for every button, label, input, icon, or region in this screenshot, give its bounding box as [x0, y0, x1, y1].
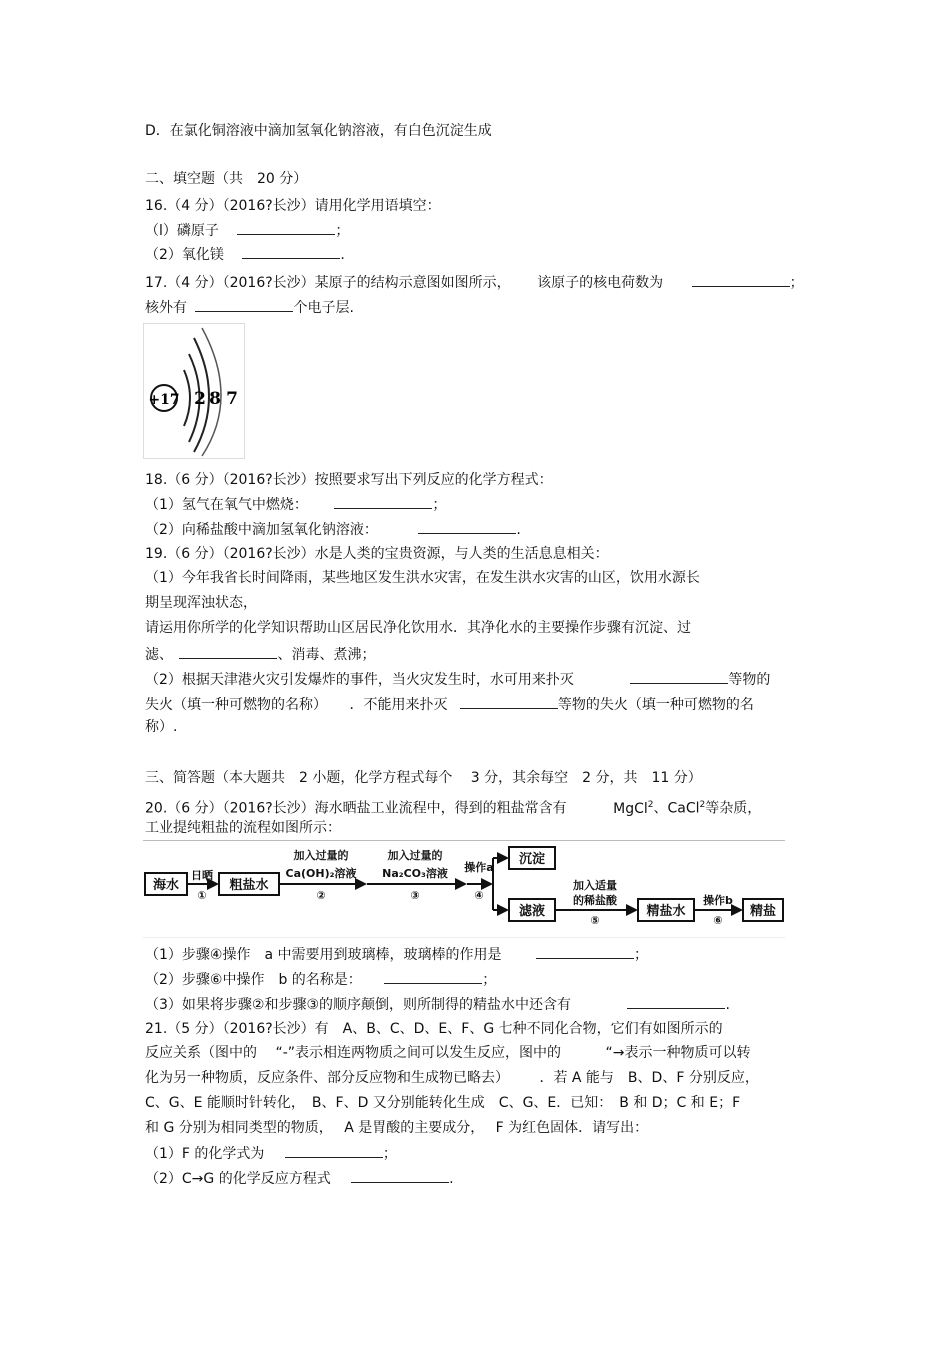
formula: MgCl [613, 800, 648, 817]
question-16-part-1 [145, 220, 349, 240]
section-2-heading: 二、填空题（共 20 分） [145, 171, 308, 187]
flow-box-precipitate: 沉淀 [518, 852, 546, 867]
formula: 、CaCl [653, 800, 700, 817]
flow-label-hcl-b: 的稀盐酸 [573, 894, 617, 907]
question-19-part-1-cont3 [145, 644, 375, 664]
flow-step-4: ④ [474, 889, 484, 902]
label: （3）如果将步骤②和步骤③的顺序颠倒，则所制得的精盐水中还含有 [145, 997, 572, 1013]
question-text: 等杂质， [705, 800, 762, 817]
question-19: 19.（6 分）（2016?长沙）水是人类的宝贵资源，与人类的生活息息相关： [145, 546, 609, 562]
punct: ； [482, 972, 497, 988]
flow-box-refined-salt: 精盐 [749, 904, 777, 919]
shell-2-count: 8 [209, 389, 221, 409]
question-20-part-1 [145, 944, 648, 964]
label: 滤、 [145, 647, 173, 663]
answer-blank[interactable] [334, 494, 432, 509]
question-18-part-1 [145, 494, 446, 514]
question-text: 20.（6 分）（2016?长沙）海水晒盐工业流程中，得到的粗盐常含有 [145, 800, 567, 817]
question-19-part-1-cont2: 请运用你所学的化学知识帮助山区居民净化饮用水．其净化水的主要操作步骤有沉淀、过 [145, 620, 691, 636]
label: （1）氢气在氧气中燃烧： [145, 497, 308, 513]
flow-step-2: ② [316, 889, 326, 902]
question-21: 21.（5 分）（2016?长沙）有 A、B、C、D、E、F、G 七种不同化合物，它们有如图所示的 [145, 1021, 723, 1037]
question-text: 17.（4 分）（2016?长沙）某原子的结构示意图如图所示， [145, 275, 511, 291]
flow-label-op-b: 操作b [703, 894, 733, 907]
question-19-part-1: （1）今年我省长时间降雨，某些地区发生洪水灾害，在发生洪水灾害的山区，饮用水源长 [145, 570, 700, 586]
flow-box-filtrate: 滤液 [518, 904, 546, 919]
option-d: D．在氯化铜溶液中滴加氢氧化钠溶液，有白色沉淀生成 [145, 123, 492, 139]
question-text: 该原子的核电荷数为 [537, 275, 664, 291]
section-3-heading: 三、简答题（本大题共 2 小题，化学方程式每个 3 分，其余每空 2 分，共 11 分） [145, 770, 702, 786]
question-text: 个电子层. [293, 300, 354, 316]
question-20 [145, 796, 761, 818]
punct: ； [789, 275, 804, 291]
shell-3-count: 7 [226, 389, 238, 409]
label: （2）C→G 的化学反应方程式 [145, 1171, 331, 1187]
salt-purification-flowchart [143, 840, 785, 938]
answer-blank[interactable] [630, 669, 728, 684]
label: （1）步骤④操作 a 中需要用到玻璃棒，玻璃棒的作用是 [145, 947, 502, 963]
question-19-part-1-cont: 期呈现浑浊状态， [145, 595, 257, 611]
answer-blank[interactable] [460, 694, 558, 709]
question-18-part-2 [145, 519, 521, 539]
answer-blank[interactable] [418, 519, 516, 534]
question-21-line-3 [145, 1069, 759, 1087]
question-20-line-2: 工业提纯粗盐的流程如图所示： [145, 820, 341, 836]
question-text: “→表示一种物质可以转 [605, 1045, 751, 1061]
flow-label-caoh-a: 加入过量的 [293, 849, 349, 862]
answer-blank[interactable] [351, 1168, 449, 1183]
label: （l）磷原子 [145, 223, 219, 239]
flow-label-op-a: 操作a [464, 861, 494, 874]
flow-label-na2co3-b: Na₂CO₃溶液 [382, 867, 448, 880]
answer-blank[interactable] [242, 244, 340, 259]
question-19-part-2 [145, 669, 770, 689]
flow-step-1: ① [197, 889, 207, 902]
label: 等物的失火（填一种可燃物的名 [557, 697, 754, 713]
question-18: 18.（6 分）（2016?长沙）按照要求写出下列反应的化学方程式： [145, 472, 553, 488]
question-20-part-2 [145, 969, 496, 989]
label: （2）向稀盐酸中滴加氢氧化钠溶液： [145, 522, 378, 538]
answer-blank[interactable] [692, 272, 790, 287]
label: （1）F 的化学式为 [145, 1146, 265, 1162]
answer-blank[interactable] [237, 220, 335, 235]
answer-blank[interactable] [536, 944, 634, 959]
answer-blank[interactable] [195, 297, 293, 312]
question-text: 反应关系（图中的 “-”表示相连两物质之间可以发生反应，图中的 [145, 1045, 562, 1061]
question-16: 16.（4 分）（2016?长沙）请用化学用语填空： [145, 198, 441, 214]
punct: . [340, 247, 345, 263]
punct: ； [335, 223, 350, 239]
punct: . [449, 1171, 454, 1187]
punct: . [725, 997, 730, 1013]
question-16-part-2 [145, 244, 345, 264]
question-20-part-3 [145, 994, 730, 1014]
label: （2）步骤⑥中操作 b 的名称是： [145, 972, 362, 988]
punct: ； [382, 1146, 397, 1162]
question-21-line-4: C、G、E 能顺时针转化， B、F、D 又分别能转化生成 C、G、E．已知： B 和 D；C 和 E；F [145, 1095, 741, 1111]
answer-blank[interactable] [179, 644, 277, 659]
question-17-line-2 [145, 297, 354, 317]
question-text: 核外有 [145, 300, 187, 316]
question-21-line-5: 和 G 分别为相同类型的物质， A 是胃酸的主要成分， F 为红色固体．请写出： [145, 1120, 649, 1136]
label: 失火（填一种可燃物的名称） [145, 697, 327, 713]
flow-step-3: ③ [410, 889, 420, 902]
flow-step-5: ⑤ [590, 914, 600, 927]
punct: ； [633, 947, 648, 963]
flow-step-6: ⑥ [713, 914, 723, 927]
question-19-part-2-cont [145, 694, 754, 714]
label: 、消毒、煮沸； [277, 647, 376, 663]
label: （2）氧化镁 [145, 247, 224, 263]
answer-blank[interactable] [384, 969, 482, 984]
atom-structure-diagram [143, 323, 245, 459]
answer-blank[interactable] [627, 994, 725, 1009]
subscript: 2 [699, 800, 706, 810]
subscript: 2 [647, 800, 654, 810]
flow-box-seawater: 海水 [152, 878, 180, 893]
flow-label-hcl-a: 加入适量 [573, 879, 617, 892]
question-text: 化为另一种物质，反应条件、部分反应物和生成物已略去） [145, 1070, 509, 1086]
nucleus-label: +17 [148, 392, 180, 408]
question-21-part-1 [145, 1143, 397, 1163]
punct: ； [432, 497, 447, 513]
shell-1-count: 2 [194, 389, 206, 409]
flow-box-refined-brine: 精盐水 [646, 904, 686, 919]
question-19-part-2-end: 称）. [145, 719, 178, 735]
question-21-line-2 [145, 1044, 750, 1062]
label: ．不能用来扑灭 [349, 697, 448, 713]
flow-box-crude-brine: 粗盐水 [229, 878, 269, 893]
question-17 [145, 272, 804, 292]
question-text: ．若 A 能与 B、D、F 分别反应， [539, 1070, 759, 1086]
answer-blank[interactable] [285, 1143, 383, 1158]
flow-label-sun: 日晒 [191, 869, 213, 882]
label: 等物的 [728, 672, 771, 688]
flow-label-na2co3-a: 加入过量的 [387, 849, 443, 862]
question-21-part-2 [145, 1168, 454, 1188]
punct: . [516, 522, 521, 538]
label: （2）根据天津港火灾引发爆炸的事件，当火灾发生时，水可用来扑灭 [145, 672, 574, 688]
flow-label-caoh-b: Ca(OH)₂溶液 [285, 867, 357, 880]
